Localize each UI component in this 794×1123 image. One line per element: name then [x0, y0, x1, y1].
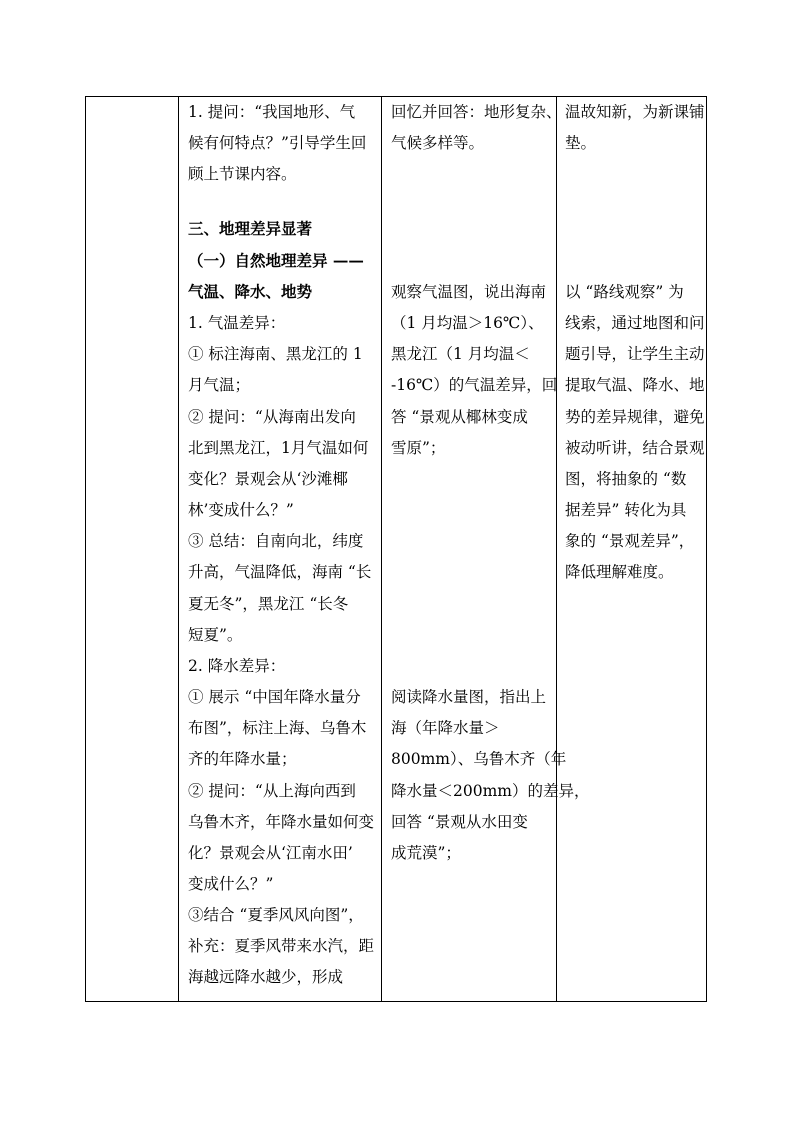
text-line: 变成什么？”: [188, 875, 274, 893]
text-line: 海越远降水越少，形成: [188, 968, 344, 986]
text-line: 1. 气温差异：: [188, 314, 286, 332]
text-line: 提取气温、降水、地: [565, 376, 705, 394]
text-line: 短夏”。: [188, 626, 243, 644]
text-line: 据差异” 转化为具: [565, 501, 687, 519]
text-line: 图，将抽象的 “数: [565, 470, 687, 488]
text-line: 以 “路线观察” 为: [565, 283, 684, 301]
section-cell: [86, 97, 179, 1002]
text-line: 800mm）、乌鲁木齐（年: [391, 750, 567, 768]
text-line: 补充：夏季风带来水汽，距: [188, 937, 375, 955]
text-line: 气温、降水、地势: [188, 282, 313, 301]
text-line: ② 提问：“从海南出发向: [188, 408, 356, 426]
text-line: 成荒漠”；: [391, 844, 461, 862]
text-line: 垫。: [565, 134, 597, 152]
text-line: 北到黑龙江，1月气温如何: [188, 439, 369, 457]
text-line: 齐的年降水量；: [188, 750, 297, 768]
text-line: 三、地理差异显著: [188, 219, 313, 238]
text-line: 线索，通过地图和问: [565, 314, 705, 332]
text-line: 气候多样等。: [391, 134, 485, 152]
text-line: 象的 “景观差异”，: [565, 532, 695, 550]
text-line: ③ 总结：自南向北，纬度: [188, 532, 364, 550]
text-line: 1. 提问：“我国地形、气: [188, 103, 356, 121]
text-line: 布图”，标注上海、乌鲁木: [188, 719, 367, 737]
text-line: ① 标注海南、黑龙江的 1: [188, 345, 363, 363]
text-line: 变化？景观会从‘沙滩椰: [188, 470, 348, 488]
text-line: 乌鲁木齐，年降水量如何变: [188, 813, 375, 831]
text-line: （一）自然地理差异 ——: [188, 251, 364, 270]
text-line: 温故知新，为新课铺: [565, 103, 705, 121]
design-intent-cell: [557, 97, 707, 1002]
text-line: 顾上节课内容。: [188, 165, 297, 183]
text-line: 答 “景观从椰林变成: [391, 408, 528, 426]
text-line: -16℃）的气温差异，回: [391, 376, 558, 394]
text-line: 降低理解难度。: [565, 563, 674, 581]
text-line: 夏无冬”，黑龙江 “长冬: [188, 595, 349, 613]
text-line: 黑龙江（1 月均温＜: [391, 345, 530, 363]
text-line: 候有何特点？”引导学生回: [188, 134, 367, 152]
text-line: 雪原”；: [391, 439, 446, 457]
lesson-plan-table: [85, 96, 707, 1002]
text-line: ② 提问：“从上海向西到: [188, 782, 356, 800]
text-line: 月气温；: [188, 376, 251, 394]
text-line: 2. 降水差异：: [188, 657, 286, 675]
text-line: 化？景观会从‘江南水田’: [188, 844, 353, 862]
text-line: 降水量＜200mm）的差异，: [391, 782, 590, 800]
table-row: [86, 97, 707, 1002]
text-line: 回忆并回答：地形复杂、: [391, 103, 562, 121]
text-line: 被动听讲，结合景观: [565, 439, 705, 457]
text-line: 观察气温图，说出海南: [391, 283, 547, 301]
text-line: 回答 “景观从水田变: [391, 813, 528, 831]
student-activity-cell: [382, 97, 590, 1002]
text-line: ③结合 “夏季风风向图”，: [188, 906, 364, 924]
text-line: （1 月均温＞16℃）、: [391, 314, 544, 332]
text-line: 升高，气温降低，海南 “长: [188, 563, 372, 581]
text-line: 海（年降水量＞: [391, 719, 500, 737]
text-line: 题引导，让学生主动: [565, 345, 705, 363]
text-line: 林’变成什么？”: [188, 501, 294, 519]
teacher-activity-cell: [179, 97, 382, 1002]
text-line: 势的差异规律，避免: [565, 408, 705, 426]
text-line: ① 展示 “中国年降水量分: [188, 688, 361, 706]
text-line: 阅读降水量图，指出上: [391, 688, 547, 706]
